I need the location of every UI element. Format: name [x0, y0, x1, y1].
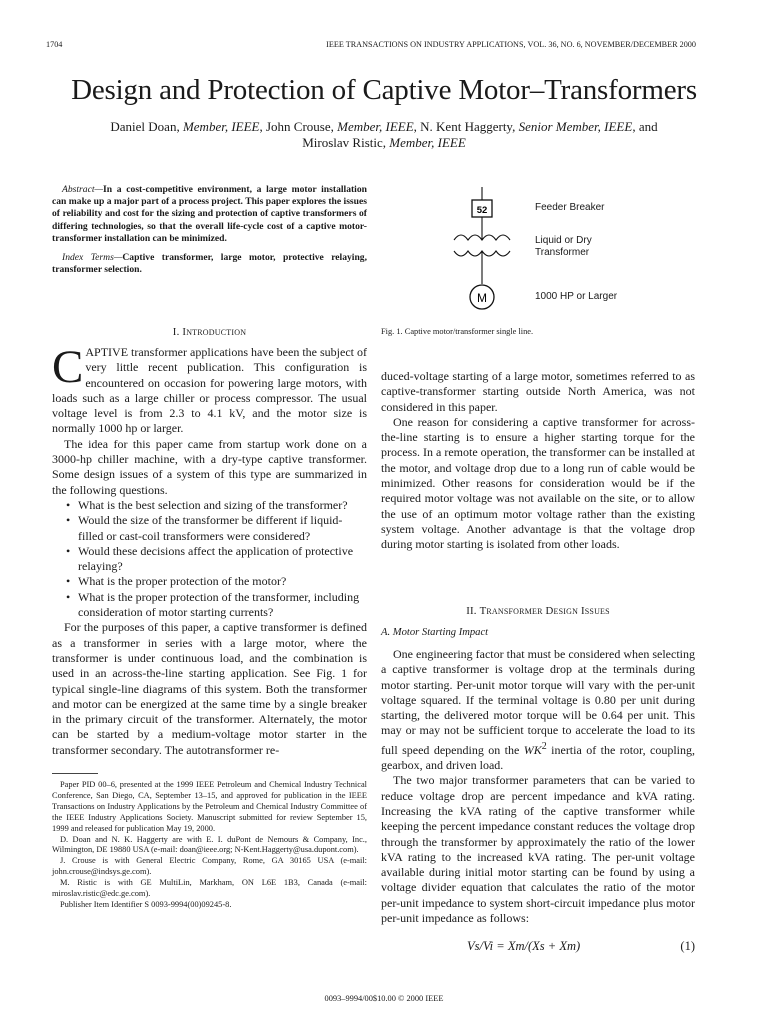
paragraph: The two major transformer parameters that can be varied to reduce voltage drop are percent impedance and kVA rating. Increasing the kVA rating of the captive transformer while keeping the percent impedance constant reduces the voltage drop through the transformer by approximately the ratio of the lower kVA rating to the increased kVA rating. The per-unit voltage available during initial motor starting can be found by using a voltage divider equation that calculates the ratio of the motor per-unit impedance to system short-circuit impedance plus motor per-unit impedance as follows: [381, 773, 695, 926]
section-heading-transformer-design [381, 605, 695, 617]
question-list [52, 498, 367, 620]
paragraph: The idea for this paper came from startup work done on a 3000-hp chiller machine, with a dry-type captive transformer. Some design issues of a system of this type are summarized in the following questions. [52, 436, 367, 497]
index-terms [52, 252, 367, 276]
author-name: Miroslav Ristic [302, 135, 383, 150]
paragraph-text: APTIVE transformer applications have been the subject of very little recent publication. This configuration is encountered on occasion for powering large motors, with loads such as a large chiller or process compressor. The usual voltage level is from 2.3 to 4.1 kV, and the motor size is normally 1000 hp or larger. [52, 345, 367, 436]
author-role: Member, IEEE [182, 119, 260, 134]
list-item: • What is the best selection and sizing of the transformer? [66, 498, 367, 513]
copyright-line: 0093–9994/00$10.00 © 2000 IEEE [324, 994, 444, 1003]
figure-single-line-diagram [400, 183, 730, 313]
equation-body: Vs/Vi = Xm/(Xs + Xm) [467, 939, 581, 953]
equation-number: (1) [680, 939, 695, 953]
section-heading-introduction [52, 326, 367, 338]
section-title: Introduction [182, 326, 247, 338]
inertia-exponent: 2 [541, 740, 547, 752]
paragraph [52, 341, 367, 437]
author-name: John Crouse [265, 119, 331, 134]
abstract-label: Abstract— [62, 184, 104, 195]
motor-symbol: M [477, 291, 487, 305]
list-item: • Would the size of the transformer be different if liquid-filled or cast-coil transformers were considered? [66, 513, 367, 544]
motor-starting-body [381, 647, 695, 926]
author-role: Senior Member, IEEE [518, 119, 633, 134]
label-transformer-line-1: Liquid or Dry [535, 235, 592, 246]
index-terms-text: Captive transformer, large motor, protective relaying, transformer selection. [52, 252, 368, 276]
footnote-paragraph: J. Crouse is with General Electric Company, Rome, GA 30165 USA (e-mail: john.crouse@indsys.ge.com). [52, 856, 367, 877]
author-role: Member, IEEE [337, 119, 414, 134]
list-item: • Would these decisions affect the application of protective relaying? [66, 544, 367, 575]
author-name: Daniel Doan [110, 119, 177, 134]
figure-caption: Fig. 1. Captive motor/transformer single line. [381, 327, 534, 336]
author-list: Daniel Doan, Member, IEEE, John Crouse, Member, IEEE, N. Kent Haggerty, Senior Member, IEEE, and Miroslav Ristic, Member, IEEE [110, 119, 658, 150]
footnote-paragraph: Paper PID 00–6, presented at the 1999 IEEE Petroleum and Chemical Industry Technical Conference, San Diego, CA, September 13–15, and approved for publication in the IEEE Transactions on Industry Applications by the Petroleum and Chemical Industry Committee of the IEEE Industry Applications Society. Manuscript submitted for review September 15, 1999 and released for publication May 19, 2000. [52, 780, 367, 833]
abstract-paragraph [52, 184, 367, 245]
section-number: I. [172, 326, 180, 338]
list-item: • What is the proper protection of the transformer, including consideration of motor starting currents? [66, 590, 367, 621]
footnote-paragraph: D. Doan and N. K. Haggerty are with E. I. duPont de Nemours & Company, Inc., Wilmington, DE 19880 USA (e-mail: doan@ieee.org; N-Kent.Haggerty@usa.dupont.com). [52, 834, 367, 855]
paragraph [381, 647, 695, 773]
abstract [52, 184, 367, 276]
paragraph: duced-voltage starting of a large motor, sometimes referred to as captive-transformer starting outside North America, was not considered in this paper. [381, 369, 695, 414]
running-head: IEEE TRANSACTIONS ON INDUSTRY APPLICATIONS, VOL. 36, NO. 6, NOVEMBER/DECEMBER 2000 [326, 40, 696, 49]
abstract-text: In a cost-competitive environment, a large motor installation can make up a major part of a process project. This paper explores the issues of reliability and cost for the sizing and protection of captive transformers of differing technologies, so that the overall life-cycle cost of a captive motor-transformer installation can be minimized. [52, 184, 367, 244]
breaker-number: 52 [476, 205, 488, 216]
footnote-rule [52, 773, 98, 774]
label-transformer-line-2: Transformer [535, 247, 590, 258]
label-motor: 1000 HP or Larger [535, 291, 618, 302]
paper-title: Design and Protection of Captive Motor–Transformers [71, 74, 697, 106]
page-number: 1704 [46, 40, 63, 49]
index-terms-label: Index Terms— [62, 252, 123, 264]
subsection-heading: A. Motor Starting Impact [381, 627, 489, 638]
author-role: Member, IEEE [389, 135, 466, 150]
section-number: II. [466, 605, 477, 617]
paragraph-text: One engineering factor that must be considered when selecting a captive transformer is voltage drop at the terminals during motor starting. Per-unit motor torque will vary with the per-unit voltage squared. If the terminal voltage is 0.80 per unit during starting, the delivered motor torque will be 0.64 per unit. This may or may not be sufficient torque to accelerate the load to its full speed depending on the [381, 647, 695, 757]
inertia-symbol: WK [523, 742, 542, 757]
label-transformer [535, 235, 592, 259]
footnote [52, 780, 367, 911]
paragraph-text: inertia of the rotor, coupling, gearbox, and driven load. [381, 742, 695, 773]
paragraph: One reason for considering a captive transformer for across-the-line starting is to ensure a higher starting torque for the process. In a remote operation, the transformer can be installed at the motor, and voltage drop due to a long run of cable would be minimized. Other reasons for consideration would be if the required motor voltage was not available on the site, or to allow the use of an optimum motor voltage rather than the existing system voltage. Another advantage is that the voltage drop during motor starting is isolated from other loads. [381, 414, 695, 552]
right-column-body [381, 369, 695, 553]
introduction-body [52, 341, 367, 758]
author-name: N. Kent Haggerty [420, 119, 513, 134]
equation-1 [381, 939, 695, 957]
paragraph: For the purposes of this paper, a captive transformer is defined as a transformer in series with a large motor, where the transformer is under continuous load, and the combination is used in an across-the-line starting application. See Fig. 1 for typical single-line diagrams of this system. Both the transformer and motor can be energized at the same time by a single breaker in the primary circuit of the transformer. Alternately, the motor can be started by a medium-voltage motor starter in the transformer secondary. The autotransformer re- [52, 620, 367, 757]
author-conjunction: and [638, 119, 658, 134]
list-item: • What is the proper protection of the motor? [66, 574, 367, 589]
footnote-paragraph: M. Ristic is with GE MultiLin, Markham, ON L6E 1B3, Canada (e-mail: miroslav.ristic@edc.ge.com). [52, 878, 367, 899]
label-feeder-breaker: Feeder Breaker [535, 202, 605, 213]
section-title: Transformer Design Issues [479, 605, 610, 617]
drop-cap: C [52, 341, 84, 393]
footnote-paragraph: Publisher Item Identifier S 0093-9994(00)09245-8. [60, 899, 232, 909]
